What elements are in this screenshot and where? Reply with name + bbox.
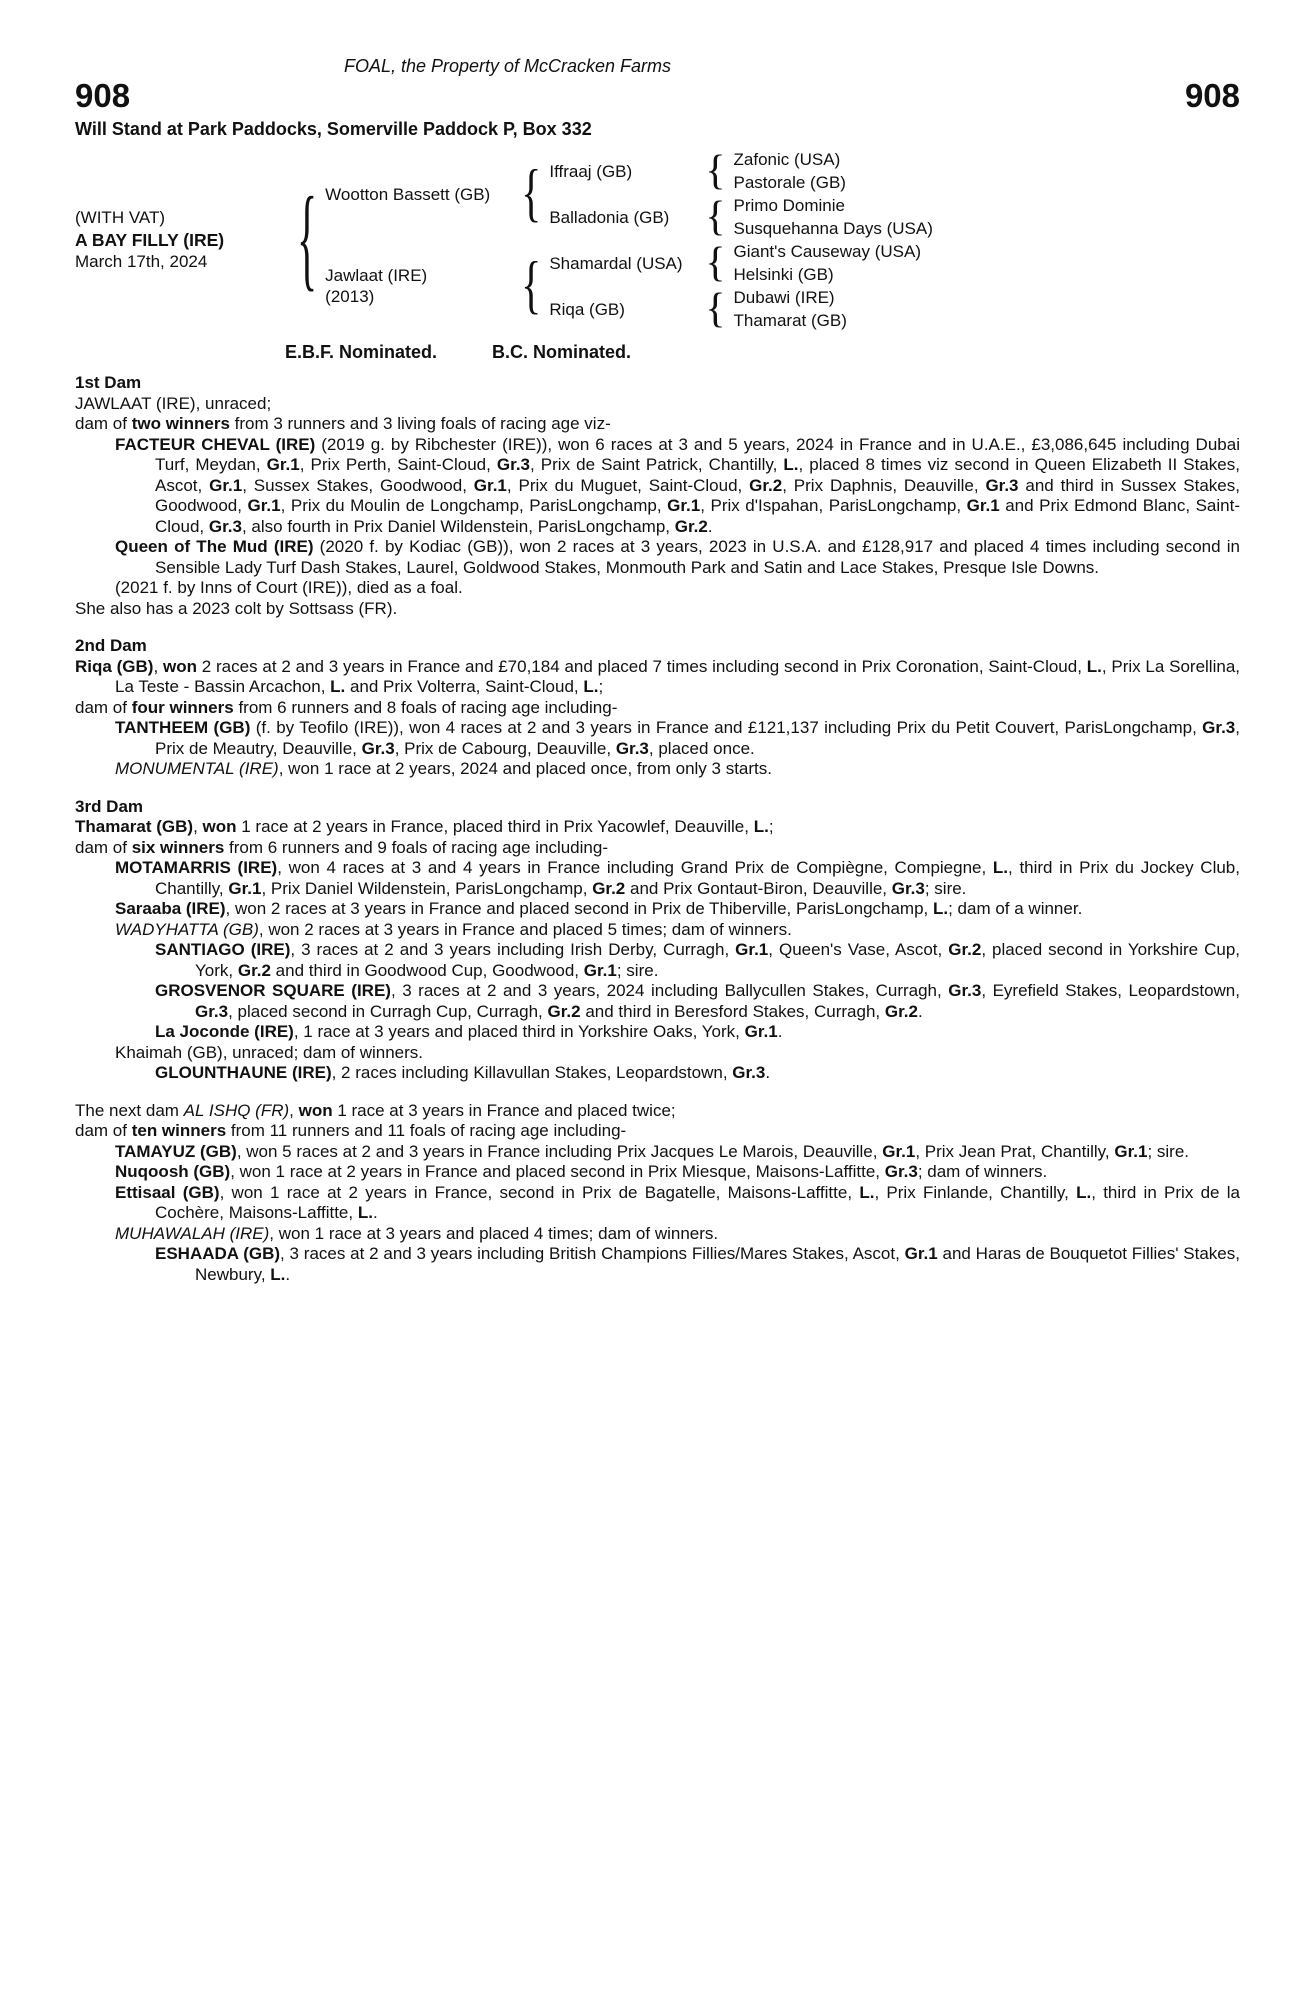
section-3rd-dam (75, 797, 1240, 1084)
ancestor-name: Zafonic (USA) (733, 149, 841, 169)
catalogue-paragraph (75, 1183, 1240, 1224)
text-segment: . (285, 1264, 291, 1284)
text-segment: , placed second in Yorkshire Cup, York, (195, 940, 1240, 980)
text-segment: Gr.1 (583, 960, 617, 980)
text-segment: , placed 8 times viz second in Queen Elizabeth II Stakes, Ascot, (155, 455, 1240, 495)
catalogue-paragraph (75, 578, 1240, 599)
pedigree-brace: { (705, 148, 726, 194)
text-segment: Nuqoosh (GB) (115, 1162, 231, 1181)
pedigree-brace: { (705, 240, 726, 286)
text-segment: (f. by Teofilo (IRE)), won 4 races at 2 and 3 years in France and £121,137 including Prix du Petit Couvert, ParisLongchamp, (250, 718, 1203, 737)
text-segment: . (765, 1063, 771, 1082)
text-segment: Gr.3 (615, 738, 649, 758)
text-segment: , Prix de Meautry, Deauville, (155, 718, 1240, 758)
text-segment: L. (933, 899, 949, 918)
text-segment: Gr.1 (266, 455, 300, 474)
text-segment: , Prix de Saint Patrick, Chantilly, (530, 455, 784, 474)
text-segment: six winners (131, 837, 225, 857)
catalogue-paragraph (75, 599, 1240, 620)
text-segment: 1 race at 2 years in France, placed third in Prix Yacowlef, Deauville, (236, 817, 754, 836)
text-segment: L. (270, 1264, 286, 1284)
ancestor-name: Dubawi (IRE) (733, 287, 835, 307)
text-segment: , Queen's Vase, Ascot, (768, 940, 949, 959)
text-segment: from 11 runners and 11 foals of racing age including- (226, 1121, 627, 1140)
lot-number-left: 908 (75, 77, 131, 114)
text-segment: Gr.3 (732, 1063, 766, 1082)
text-segment: 1 race at 3 years in France and placed twice; (332, 1100, 676, 1120)
text-segment: ; sire. (924, 878, 967, 898)
text-segment: . (917, 1001, 923, 1021)
text-segment: won (298, 1100, 333, 1120)
text-segment: four winners (131, 697, 234, 717)
foal-date: March 17th, 2024 (75, 252, 208, 271)
text-segment: , 1 race at 3 years and placed third in Yorkshire Oaks, York, (293, 1022, 745, 1041)
text-segment: MONUMENTAL (IRE) (115, 759, 279, 778)
sire-name: Wootton Bassett (GB) (325, 184, 491, 204)
text-segment: Gr.3 (1202, 718, 1236, 737)
vat-note: (WITH VAT) (75, 208, 166, 227)
text-segment: L. (859, 1182, 875, 1202)
text-segment: and Haras de Bouquetot Fillies' Stakes, Newbury, (195, 1244, 1240, 1284)
text-segment: , won 1 race at 2 years in France, second in Prix de Bagatelle, Maisons-Laffitte, (219, 1182, 860, 1202)
text-segment: two winners (131, 414, 230, 433)
ancestor-name: Giant's Causeway (USA) (733, 241, 921, 261)
catalogue-paragraph (75, 838, 1240, 859)
text-segment: from 6 runners and 9 foals of racing age including- (224, 837, 608, 857)
pedigree-tree (75, 148, 1240, 332)
catalogue-paragraph (75, 759, 1240, 780)
text-segment: (2021 f. by Inns of Court (IRE)), died as a foal. (115, 578, 463, 597)
pedigree-node-dam (325, 240, 933, 332)
sires-sire-name: Iffraaj (GB) (549, 161, 633, 181)
text-segment: and third in Sussex Stakes, Goodwood, (155, 475, 1240, 515)
text-segment: Queen of The Mud (IRE) (115, 537, 314, 556)
text-segment: Gr.1 (247, 496, 281, 515)
text-segment: from 6 runners and 8 foals of racing age including- (233, 697, 618, 717)
text-segment: , won 1 race at 2 years, 2024 and placed once, from only 3 starts. (278, 759, 772, 778)
text-segment: L. (357, 1203, 373, 1222)
catalogue-paragraph (75, 858, 1240, 899)
pedigree-node-sires-dam (549, 194, 933, 240)
catalogue-paragraph (75, 1162, 1240, 1183)
text-segment: GLOUNTHAUNE (IRE) (155, 1063, 332, 1082)
text-segment: ESHAADA (GB) (155, 1244, 281, 1263)
section-2nd-dam (75, 636, 1240, 780)
catalogue-paragraph (75, 981, 1240, 1022)
text-segment: Khaimah (GB), unraced; dam of winners. (115, 1042, 424, 1062)
subject-name: A BAY FILLY (IRE) (75, 230, 225, 250)
text-segment: , (289, 1100, 299, 1120)
pedigree-brace: { (705, 194, 726, 240)
text-segment: , Prix Perth, Saint-Cloud, (299, 455, 497, 474)
text-segment: La Joconde (IRE) (155, 1022, 294, 1041)
text-segment: Ettisaal (GB) (115, 1182, 220, 1202)
text-segment: . (707, 516, 713, 536)
ancestor-name: Susquehanna Days (USA) (733, 218, 933, 238)
text-segment: Gr.2 (237, 960, 271, 980)
catalogue-paragraph (75, 537, 1240, 578)
text-segment: , Prix Daphnis, Deauville, (782, 475, 986, 495)
text-segment: , Prix du Moulin de Longchamp, ParisLongchamp, (280, 496, 668, 515)
text-segment: won (162, 656, 197, 676)
catalogue-paragraph (75, 698, 1240, 719)
text-segment: (2020 f. by Kodiac (GB)), won 2 races at 3 years, 2023 in U.S.A. and £128,917 and placed 4 times including second in Sensible Lady Turf Dash Stakes, Laurel, Goldwood Stakes, Monmouth Park and Satin and Lace Stakes, Presque Isle Downs. (155, 537, 1240, 577)
text-segment: , Prix Jean Prat, Chantilly, (915, 1141, 1115, 1161)
text-segment: and third in Beresford Stakes, Curragh, (580, 1001, 885, 1021)
text-segment: Gr.3 (195, 1001, 229, 1021)
ebf-nomination: E.B.F. Nominated. (285, 342, 438, 362)
text-segment: Gr.2 (674, 516, 708, 536)
text-segment: , Sussex Stakes, Goodwood, (242, 475, 474, 495)
text-segment: and Prix Volterra, Saint-Cloud, (345, 677, 584, 696)
text-segment: , Prix du Muguet, Saint-Cloud, (506, 475, 750, 495)
text-segment: L. (583, 677, 599, 696)
text-segment: Gr.3 (496, 455, 531, 474)
text-segment: MUHAWALAH (IRE) (115, 1223, 270, 1243)
text-segment: ; (768, 817, 774, 836)
pedigree-node-dams-dam (549, 286, 921, 332)
text-segment: , won 4 races at 3 and 4 years in France including Grand Prix de Compiègne, Compiegne, (277, 858, 993, 877)
pedigree-brace: { (705, 286, 726, 332)
text-segment: AL ISHQ (FR) (183, 1100, 290, 1120)
text-segment: Thamarat (GB) (75, 817, 194, 836)
text-segment: Saraaba (IRE) (115, 899, 226, 918)
text-segment: Gr.1 (1114, 1141, 1148, 1161)
text-segment: ten winners (131, 1121, 227, 1140)
text-segment: , Prix de Cabourg, Deauville, (394, 738, 616, 758)
text-segment: Gr.3 (884, 1162, 918, 1181)
text-segment: (2019 g. by Ribchester (IRE)), won 6 races at 3 and 5 years, 2024 in France and in U.A.E., £3,086,645 including Dubai Turf, Meydan, (155, 434, 1240, 474)
dam-name (325, 265, 521, 307)
catalogue-paragraph (75, 1142, 1240, 1163)
text-segment: Gr.2 (592, 878, 626, 898)
catalogue-body (75, 373, 1240, 1285)
text-segment: Gr.1 (228, 878, 262, 898)
text-segment: ; dam of winners. (917, 1162, 1048, 1181)
text-segment: L. (1086, 656, 1102, 676)
text-segment: ; sire. (616, 960, 659, 980)
text-segment: Gr.2 (749, 475, 783, 495)
catalogue-paragraph (75, 657, 1240, 698)
text-segment: , won 2 races at 3 years in France and placed second in Prix de Thiberville, ParisLongchamp, (225, 899, 933, 918)
text-segment: JAWLAAT (IRE), unraced; (75, 393, 272, 413)
catalogue-paragraph (75, 1121, 1240, 1142)
ancestor-name: Pastorale (GB) (733, 172, 846, 192)
text-segment: GROSVENOR SQUARE (IRE) (155, 981, 391, 1000)
text-segment: , Prix Finlande, Chantilly, (874, 1182, 1077, 1202)
text-segment: and third in Goodwood Cup, Goodwood, (270, 960, 584, 980)
text-segment: Gr.3 (361, 738, 395, 758)
text-segment: L. (1076, 1182, 1092, 1202)
pedigree-brace-sire: { (521, 158, 542, 230)
catalogue-paragraph (75, 1063, 1240, 1084)
ancestor-name: Thamarat (GB) (733, 310, 847, 330)
text-segment: TAMAYUZ (GB) (115, 1141, 237, 1161)
dam-year: (2013) (325, 287, 375, 306)
sires-dam-name: Balladonia (GB) (549, 207, 670, 227)
pedigree-subject (75, 207, 297, 273)
text-segment: , placed once. (648, 738, 755, 758)
text-segment: She also has a 2023 colt by Sottsass (FR). (75, 598, 398, 618)
lot-number-row (75, 77, 1240, 115)
pedigree-node-dams-sire (549, 240, 921, 286)
text-segment: , Prix d'Ispahan, ParisLongchamp, (700, 496, 967, 515)
text-segment: , also fourth in Prix Daniel Wildenstein, ParisLongchamp, (241, 516, 675, 536)
text-segment: ; dam of a winner. (948, 899, 1083, 918)
text-segment: WADYHATTA (GB) (115, 919, 259, 939)
catalogue-paragraph (75, 899, 1240, 920)
text-segment: L. (330, 677, 346, 696)
text-segment: FACTEUR CHEVAL (IRE) (115, 434, 316, 454)
catalogue-paragraph (75, 920, 1240, 941)
catalogue-paragraph (75, 1022, 1240, 1043)
text-segment: , third in Prix de la Cochère, Maisons-Laffitte, (155, 1182, 1240, 1222)
pedigree-node-sires-sire (549, 148, 933, 194)
text-segment: , 3 races at 2 and 3 years, 2024 including Ballycullen Stakes, Curragh, (390, 981, 949, 1000)
stand-location-line: Will Stand at Park Paddocks, Somerville Paddock P, Box 332 (75, 119, 592, 139)
catalogue-paragraph (75, 940, 1240, 981)
text-segment: Gr.1 (882, 1141, 916, 1161)
text-segment: , placed second in Curragh Cup, Curragh, (228, 1001, 548, 1021)
pedigree-brace-outer: { (297, 176, 318, 304)
text-segment: , 3 races at 2 and 3 years including British Champions Fillies/Mares Stakes, Ascot, (280, 1244, 905, 1263)
text-segment: dam of (75, 697, 132, 717)
text-segment: and Prix Gontaut-Biron, Deauville, (625, 878, 892, 898)
dams-dam-name: Riqa (GB) (549, 299, 625, 319)
catalogue-paragraph (75, 718, 1240, 759)
text-segment: , won 5 races at 2 and 3 years in France including Prix Jacques Le Marois, Deauville, (236, 1141, 883, 1161)
text-segment: , 3 races at 2 and 3 years including Irish Derby, Curragh, (290, 940, 736, 959)
text-segment: Gr.1 (966, 496, 1000, 515)
text-segment: won (202, 817, 237, 836)
text-segment: , Prix Daniel Wildenstein, ParisLongchamp, (261, 878, 593, 898)
property-line: FOAL, the Property of McCracken Farms (343, 56, 672, 76)
text-segment: , third in Prix du Jockey Club, Chantilly, (155, 858, 1240, 898)
text-segment: Gr.3 (891, 878, 925, 898)
catalogue-paragraph (75, 1244, 1240, 1285)
section-next-dam (75, 1101, 1240, 1286)
text-segment: , 2 races including Killavullan Stakes, Leopardstown, (331, 1063, 733, 1082)
text-segment: dam of (75, 1121, 132, 1140)
text-segment: , won 2 races at 3 years in France and placed 5 times; dam of winners. (258, 919, 792, 939)
text-segment: Gr.1 (744, 1022, 778, 1041)
catalogue-paragraph (75, 435, 1240, 538)
text-segment: Gr.1 (209, 475, 243, 495)
section-heading: 1st Dam (75, 373, 142, 392)
text-segment: from 3 runners and 3 living foals of racing age viz- (229, 414, 611, 433)
text-segment: , Prix La Sorellina, La Teste - Bassin Arcachon, (115, 656, 1240, 696)
text-segment: Gr.1 (473, 475, 507, 495)
section-1st-dam (75, 373, 1240, 619)
text-segment: MOTAMARRIS (IRE) (115, 858, 278, 877)
text-segment: ; sire. (1147, 1141, 1190, 1161)
text-segment: dam of (75, 837, 132, 857)
catalogue-paragraph (75, 1224, 1240, 1245)
text-segment: Gr.1 (667, 496, 701, 515)
text-segment: , (193, 817, 203, 836)
text-segment: dam of (75, 414, 132, 433)
text-segment: Gr.1 (735, 940, 769, 959)
catalogue-paragraph (75, 394, 1240, 415)
text-segment: TANTHEEM (GB) (115, 718, 251, 737)
dams-sire-name: Shamardal (USA) (549, 253, 683, 273)
text-segment: Gr.3 (985, 475, 1019, 495)
text-segment: 2 races at 2 and 3 years in France and £70,184 and placed 7 times including second in Prix Coronation, Saint-Cloud, (196, 656, 1087, 676)
text-segment: Riqa (GB) (75, 656, 154, 676)
text-segment: Gr.1 (904, 1244, 938, 1263)
nominations-row (75, 342, 1240, 363)
catalogue-paragraph (75, 1043, 1240, 1064)
section-heading: 3rd Dam (75, 796, 144, 816)
catalogue-paragraph (75, 1101, 1240, 1122)
text-segment: Gr.2 (547, 1001, 581, 1021)
text-segment: Gr.3 (948, 981, 982, 1000)
text-segment: L. (992, 858, 1009, 877)
text-segment: Gr.2 (884, 1001, 918, 1021)
dam-name-line: Jawlaat (IRE) (325, 266, 428, 285)
text-segment: L. (783, 455, 799, 474)
text-segment: , (153, 656, 163, 676)
text-segment: SANTIAGO (IRE) (155, 940, 291, 959)
catalogue-paragraph (75, 414, 1240, 435)
text-segment: Gr.3 (208, 516, 242, 536)
ancestor-name: Primo Dominie (733, 195, 845, 215)
text-segment: , Eyrefield Stakes, Leopardstown, (981, 981, 1240, 1000)
catalogue-paragraph (75, 817, 1240, 838)
text-segment: ; (598, 677, 604, 696)
bc-nomination: B.C. Nominated. (492, 342, 632, 362)
text-segment: Gr.2 (948, 940, 982, 959)
text-segment: L. (753, 817, 769, 836)
pedigree-brace-dam: { (521, 250, 542, 322)
text-segment: and Prix Edmond Blanc, Saint-Cloud, (155, 496, 1240, 536)
text-segment: . (777, 1022, 783, 1041)
text-segment: The next dam (75, 1100, 184, 1120)
lot-number-right: 908 (1184, 77, 1240, 114)
text-segment: , won 1 race at 2 years in France and placed second in Prix Miesque, Maisons-Laffitte, (230, 1162, 885, 1181)
text-segment: . (372, 1203, 378, 1222)
ancestor-name: Helsinki (GB) (733, 264, 834, 284)
text-segment: , won 1 race at 3 years and placed 4 times; dam of winners. (269, 1223, 719, 1243)
section-heading: 2nd Dam (75, 636, 147, 655)
pedigree-node-sire (325, 148, 933, 240)
